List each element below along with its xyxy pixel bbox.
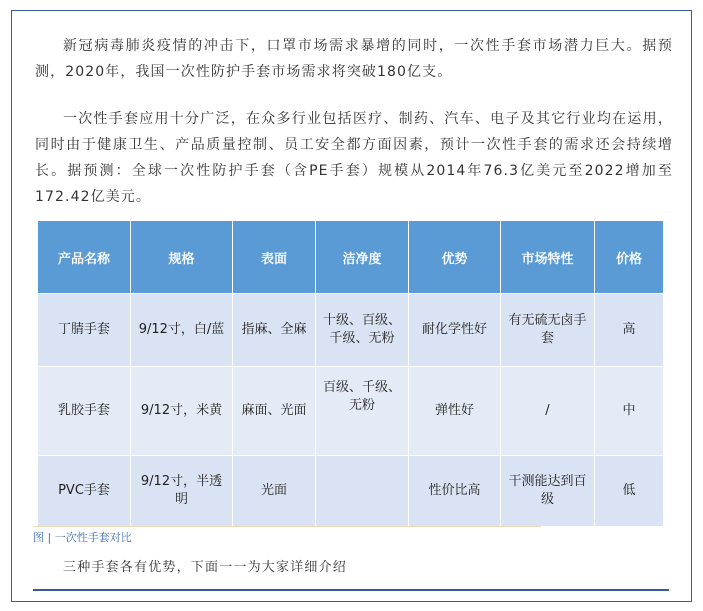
header-product-name: 产品名称	[38, 221, 131, 294]
cell-advantage: 弹性好	[409, 367, 501, 456]
caption-divider	[33, 526, 541, 527]
cell-market-feature: /	[501, 367, 595, 456]
bottom-divider	[33, 589, 669, 591]
cell-market-feature: 有无硫无卤手套	[501, 294, 595, 367]
table-row	[38, 456, 664, 527]
table-row	[38, 367, 664, 456]
header-market-feature: 市场特性	[501, 221, 595, 294]
cell-cleanliness	[316, 456, 409, 527]
cell-product-name: PVC手套	[38, 456, 131, 527]
figure-caption: 图 | 一次性手套对比	[33, 531, 132, 544]
header-spec: 规格	[131, 221, 233, 294]
cell-spec: 9/12寸，半透明	[131, 456, 233, 527]
header-cleanliness: 洁净度	[316, 221, 409, 294]
market-paragraph: 一次性手套应用十分广泛，在众多行业包括医疗、制药、汽车、电子及其它行业均在运用，同时由于健康卫生、产品质量控制、员工安全都方面因素，预计一次性手套的需求还会持续增长。据预测：全球一次性防护手套（含PE手套）规模从2014年76.3亿美元至2022增加至172.42亿美元。	[35, 111, 673, 205]
cell-price: 高	[595, 294, 664, 367]
closing-sentence: 三种手套各有优势，下面一一为大家详细介绍	[63, 560, 348, 575]
table-header-row	[38, 221, 664, 294]
cell-spec: 9/12寸，白/蓝	[131, 294, 233, 367]
header-advantage: 优势	[409, 221, 501, 294]
cell-surface: 麻面、光面	[233, 367, 316, 456]
cell-advantage: 耐化学性好	[409, 294, 501, 367]
cell-cleanliness: 十级、百级、千级、无粉	[316, 294, 409, 367]
cell-spec: 9/12寸，米黄	[131, 367, 233, 456]
header-price: 价格	[595, 221, 664, 294]
intro-paragraph: 新冠病毒肺炎疫情的冲击下，口罩市场需求暴增的同时，一次性手套市场潜力巨大。据预测，2020年，我国一次性防护手套市场需求将突破180亿支。	[35, 38, 673, 80]
cell-product-name: 乳胶手套	[38, 367, 131, 456]
cell-price: 中	[595, 367, 664, 456]
cell-advantage: 性价比高	[409, 456, 501, 527]
glove-comparison-table	[37, 220, 663, 510]
cell-cleanliness: 百级、千级、无粉	[316, 367, 409, 456]
cell-surface: 光面	[233, 456, 316, 527]
table-row	[38, 294, 664, 367]
cell-price: 低	[595, 456, 664, 527]
cell-product-name: 丁腈手套	[38, 294, 131, 367]
cell-surface: 指麻、全麻	[233, 294, 316, 367]
header-surface: 表面	[233, 221, 316, 294]
cell-market-feature: 干测能达到百级	[501, 456, 595, 527]
